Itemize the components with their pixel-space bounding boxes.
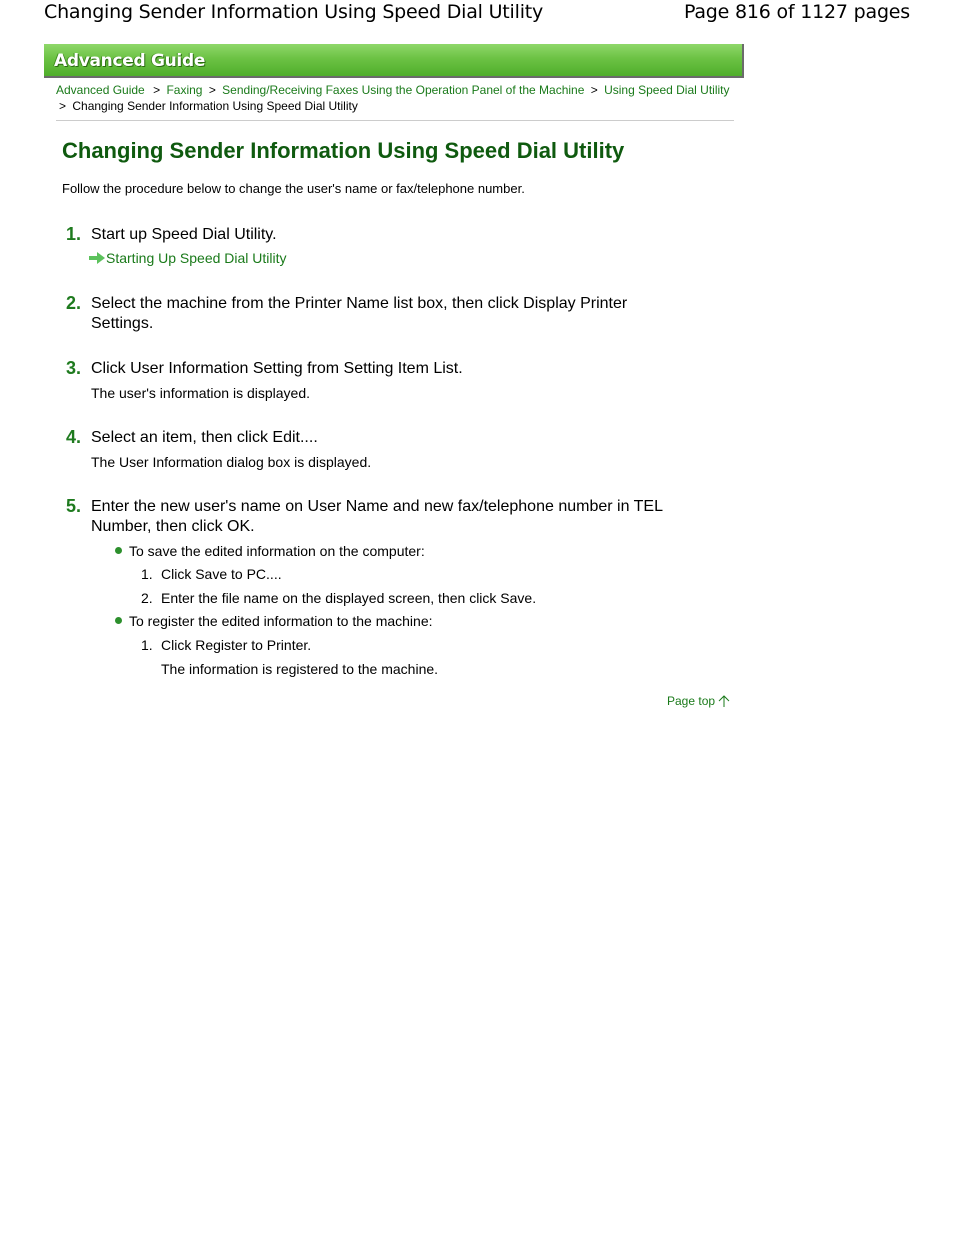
step-number: 3. (66, 358, 82, 378)
link-starting-up-speed-dial-utility[interactable] (89, 250, 287, 266)
step-note: The user's information is displayed. (91, 385, 310, 401)
breadcrumb-link-sending-receiving[interactable]: Sending/Receiving Faxes Using the Operation Panel of the Machine (222, 83, 585, 97)
sub-step-text: Enter the file name on the displayed screen, then click Save. (161, 590, 537, 606)
step-number: 5. (66, 496, 82, 516)
step-text: Start up Speed Dial Utility. (91, 226, 277, 243)
step-number: 2. (66, 293, 82, 313)
step-number: 4. (66, 427, 82, 447)
breadcrumb-separator: > (590, 83, 598, 97)
breadcrumb-separator: > (208, 83, 216, 97)
right-arrow-icon (89, 252, 105, 264)
breadcrumb-link-faxing[interactable]: Faxing (166, 83, 203, 97)
sub-step-number: 1. (141, 637, 153, 653)
step-note: The User Information dialog box is displayed. (91, 454, 372, 470)
sub-step-number: 2. (141, 590, 153, 606)
bullet-item (115, 613, 433, 629)
divider (56, 120, 734, 121)
page-header (0, 0, 954, 30)
page-count: Page 816 of 1127 pages (683, 1, 910, 23)
breadcrumb-separator: > (59, 99, 67, 113)
document-title: Changing Sender Information Using Speed Dial Utility (44, 1, 544, 23)
step-text: Select an item, then click Edit.... (91, 429, 318, 446)
bullet-item (115, 543, 425, 559)
page-top-link[interactable] (667, 694, 730, 708)
step-text: Select the machine from the Printer Name list box, then click Display Printer Settings. (91, 295, 628, 332)
sub-step-note: The information is registered to the machine. (161, 661, 439, 677)
sub-step-number: 1. (141, 566, 153, 582)
link-label[interactable]: Starting Up Speed Dial Utility (106, 250, 287, 266)
sub-step-text: Click Register to Printer. (161, 637, 312, 653)
up-arrow-icon (718, 695, 730, 707)
page-top-label[interactable]: Page top (667, 694, 716, 708)
bullet-dot (115, 547, 122, 554)
sub-step (141, 590, 536, 606)
intro-text: Follow the procedure below to change the user's name or fax/telephone number. (62, 181, 525, 196)
breadcrumb (56, 82, 734, 114)
breadcrumb-link-speed-dial-utility[interactable]: Using Speed Dial Utility (604, 83, 730, 97)
page-title: Changing Sender Information Using Speed Dial Utility (62, 138, 625, 163)
sub-step-text: Click Save to PC.... (161, 566, 282, 582)
bullet-dot (115, 617, 122, 624)
breadcrumb-separator: > (153, 83, 161, 97)
advanced-guide-banner (44, 44, 744, 78)
sub-step (141, 637, 311, 653)
step-number: 1. (66, 224, 82, 244)
breadcrumb-link-advanced-guide[interactable]: Advanced Guide (56, 83, 145, 97)
banner-label: Advanced Guide (54, 51, 206, 71)
step-text: Enter the new user's name on User Name and new fax/telephone number in TEL Number, then click OK. (91, 498, 663, 535)
bullet-text: To save the edited information on the computer: (129, 543, 425, 559)
sub-step (141, 566, 282, 582)
bullet-text: To register the edited information to the machine: (129, 613, 433, 629)
step-text: Click User Information Setting from Setting Item List. (91, 360, 463, 377)
breadcrumb-current: Changing Sender Information Using Speed Dial Utility (72, 99, 358, 113)
